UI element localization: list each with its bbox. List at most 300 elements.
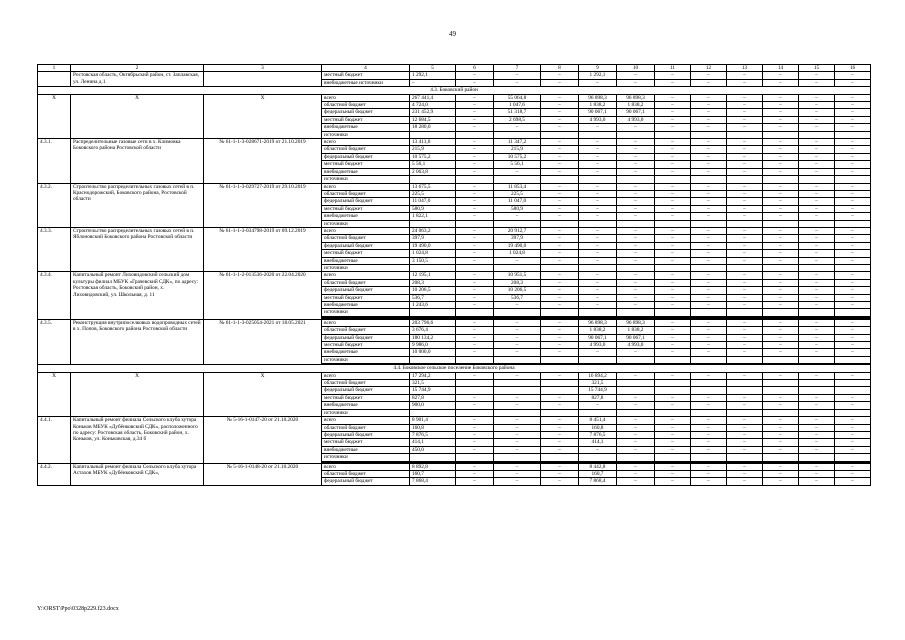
amount-cell <box>727 454 763 461</box>
section-row <box>38 365 871 372</box>
amount-cell: – <box>541 213 579 220</box>
amount-cell: – <box>763 424 799 431</box>
budget-table <box>37 64 871 486</box>
column-number: 16 <box>835 65 871 72</box>
row-number: 4.3.2. <box>38 183 71 227</box>
amount-cell: 414,1 <box>579 439 617 446</box>
amount-cell: – <box>835 417 871 424</box>
amount-cell: – <box>799 72 835 79</box>
amount-cell <box>579 264 617 271</box>
amount-cell: – <box>835 190 871 197</box>
amount-cell: – <box>763 446 799 453</box>
amount-cell: 96 898,3 <box>579 94 617 101</box>
amount-cell: – <box>727 72 763 79</box>
amount-cell: – <box>541 183 579 190</box>
amount-cell: – <box>456 250 494 257</box>
amount-cell: – <box>691 402 727 409</box>
amount-cell: – <box>691 470 727 477</box>
amount-cell: – <box>494 470 541 477</box>
amount-cell: 10 951,5 <box>494 272 541 279</box>
amount-cell: – <box>541 470 579 477</box>
amount-cell: – <box>727 235 763 242</box>
amount-cell: – <box>541 161 579 168</box>
amount-cell: 7 868,4 <box>579 478 617 485</box>
funding-source: федеральный бюджет <box>322 387 410 394</box>
amount-cell <box>494 380 541 387</box>
amount-cell: – <box>456 124 494 131</box>
amount-cell: – <box>617 302 655 309</box>
amount-cell <box>727 309 763 316</box>
amount-cell: – <box>579 124 617 131</box>
amount-cell: – <box>799 116 835 123</box>
amount-cell: – <box>494 446 541 453</box>
amount-cell: – <box>727 139 763 146</box>
section-title: 4.3. Боковский район <box>38 87 871 94</box>
amount-cell: – <box>727 402 763 409</box>
funding-source: местный бюджет <box>322 205 410 212</box>
amount-cell <box>835 131 871 138</box>
amount-cell: 9 986,0 <box>410 342 456 349</box>
object-name: Х <box>71 372 204 416</box>
amount-cell <box>835 380 871 387</box>
amount-cell <box>799 454 835 461</box>
amount-cell: – <box>835 431 871 438</box>
amount-cell: – <box>727 272 763 279</box>
table-row <box>38 463 871 470</box>
amount-cell <box>456 309 494 316</box>
amount-cell: – <box>799 109 835 116</box>
amount-cell <box>494 454 541 461</box>
amount-cell: – <box>835 242 871 249</box>
amount-cell: 536,7 <box>410 294 456 301</box>
amount-cell: 4 724,0 <box>410 102 456 109</box>
amount-cell: 1 292,1 <box>579 72 617 79</box>
amount-cell: – <box>541 272 579 279</box>
amount-cell: – <box>835 116 871 123</box>
column-number: 14 <box>763 65 799 72</box>
amount-cell: – <box>655 72 691 79</box>
amount-cell: – <box>655 279 691 286</box>
amount-cell: – <box>655 139 691 146</box>
table-row <box>38 372 871 379</box>
column-number: 15 <box>799 65 835 72</box>
amount-cell: – <box>835 463 871 470</box>
amount-cell: – <box>835 72 871 79</box>
amount-cell: – <box>456 183 494 190</box>
registration-number: № 61-1-1-3-028671-2019 от 21.10.2019 <box>204 139 322 183</box>
amount-cell <box>763 220 799 227</box>
amount-cell: – <box>835 394 871 401</box>
amount-cell: 3 676,4 <box>410 327 456 334</box>
funding-source: областной бюджет <box>322 470 410 477</box>
amount-cell: – <box>799 272 835 279</box>
amount-cell: – <box>579 190 617 197</box>
amount-cell: – <box>727 183 763 190</box>
amount-cell <box>456 454 494 461</box>
amount-cell <box>579 309 617 316</box>
funding-source: внебюджетные <box>322 124 410 131</box>
amount-cell: – <box>541 319 579 326</box>
funding-source: всего <box>322 139 410 146</box>
amount-cell: 4 993,0 <box>617 342 655 349</box>
amount-cell: – <box>691 146 727 153</box>
amount-cell: 90 067,1 <box>617 334 655 341</box>
amount-cell <box>494 131 541 138</box>
amount-cell: – <box>456 470 494 477</box>
amount-cell: – <box>579 242 617 249</box>
funding-source: областной бюджет <box>322 279 410 286</box>
amount-cell: – <box>456 168 494 175</box>
amount-cell <box>541 356 579 363</box>
amount-cell: 215,9 <box>410 146 456 153</box>
amount-cell: – <box>655 372 691 379</box>
amount-cell: 160,7 <box>579 470 617 477</box>
column-number: 2 <box>71 65 204 72</box>
amount-cell: 225,5 <box>410 190 456 197</box>
amount-cell: – <box>835 79 871 86</box>
funding-source: всего <box>322 183 410 190</box>
amount-cell: 96 898,3 <box>617 94 655 101</box>
amount-cell: – <box>456 327 494 334</box>
funding-source: местный бюджет <box>322 161 410 168</box>
amount-cell: – <box>691 227 727 234</box>
amount-cell: – <box>763 334 799 341</box>
amount-cell: – <box>799 349 835 356</box>
amount-cell: – <box>541 294 579 301</box>
funding-source: внебюджетные <box>322 168 410 175</box>
amount-cell: – <box>494 394 541 401</box>
amount-cell: – <box>655 334 691 341</box>
amount-cell: – <box>835 478 871 485</box>
amount-cell: – <box>799 190 835 197</box>
amount-cell: – <box>727 109 763 116</box>
amount-cell: – <box>799 227 835 234</box>
amount-cell <box>799 176 835 183</box>
amount-cell: – <box>835 227 871 234</box>
amount-cell: – <box>799 161 835 168</box>
amount-cell: – <box>763 94 799 101</box>
amount-cell: – <box>835 257 871 264</box>
object-name: Капитальный ремонт филиала Сельского клуба хутора Коньков МБУК «Дубёнковский СДК», расположенного по адресу: Ростовская область, Боковский район, х. Коньков, ул. Коньковская, д.34 б <box>71 417 204 463</box>
amount-cell <box>835 454 871 461</box>
amount-cell: – <box>691 109 727 116</box>
amount-cell: – <box>835 327 871 334</box>
column-number: 11 <box>655 65 691 72</box>
amount-cell <box>691 309 727 316</box>
amount-cell: 11 047,0 <box>410 198 456 205</box>
amount-cell: 12 195,1 <box>410 272 456 279</box>
amount-cell: – <box>541 190 579 197</box>
amount-cell: – <box>456 463 494 470</box>
amount-cell: 580,9 <box>494 205 541 212</box>
amount-cell: 15 744,9 <box>579 387 617 394</box>
funding-source: федеральный бюджет <box>322 109 410 116</box>
amount-cell: – <box>617 72 655 79</box>
funding-source: всего <box>322 463 410 470</box>
amount-cell <box>799 220 835 227</box>
amount-cell <box>763 309 799 316</box>
amount-cell <box>617 380 655 387</box>
amount-cell: – <box>494 257 541 264</box>
amount-cell: – <box>763 168 799 175</box>
amount-cell: 1 838,2 <box>579 327 617 334</box>
amount-cell: 2 063,8 <box>410 168 456 175</box>
amount-cell: – <box>655 198 691 205</box>
amount-cell: – <box>617 168 655 175</box>
amount-cell: – <box>456 213 494 220</box>
row-number: 4.3.4. <box>38 272 71 319</box>
amount-cell <box>655 264 691 271</box>
amount-cell: 51 318,7 <box>494 109 541 116</box>
amount-cell: – <box>763 161 799 168</box>
amount-cell: – <box>799 327 835 334</box>
amount-cell: – <box>456 235 494 242</box>
amount-cell: – <box>655 213 691 220</box>
amount-cell: 208,3 <box>410 279 456 286</box>
amount-cell: – <box>655 287 691 294</box>
amount-cell: – <box>541 250 579 257</box>
amount-cell: – <box>763 235 799 242</box>
amount-cell: – <box>541 235 579 242</box>
amount-cell <box>727 387 763 394</box>
amount-cell <box>541 409 579 416</box>
amount-cell <box>617 409 655 416</box>
amount-cell: 55 064,8 <box>494 94 541 101</box>
amount-cell <box>541 309 579 316</box>
amount-cell <box>494 356 541 363</box>
amount-cell: – <box>655 102 691 109</box>
amount-cell: – <box>799 205 835 212</box>
amount-cell: – <box>617 478 655 485</box>
amount-cell: – <box>541 116 579 123</box>
amount-cell: – <box>617 124 655 131</box>
amount-cell: – <box>541 279 579 286</box>
amount-cell: – <box>456 294 494 301</box>
amount-cell: 5 56,1 <box>494 161 541 168</box>
amount-cell <box>494 220 541 227</box>
amount-cell: – <box>835 302 871 309</box>
registration-number: № 5-16-1-0147-20 от 21.10.2020 <box>204 417 322 463</box>
amount-cell: – <box>727 349 763 356</box>
amount-cell: – <box>456 198 494 205</box>
amount-cell <box>617 454 655 461</box>
amount-cell: – <box>617 79 655 86</box>
amount-cell <box>617 131 655 138</box>
amount-cell: – <box>494 349 541 356</box>
amount-cell: – <box>691 302 727 309</box>
amount-cell: – <box>617 190 655 197</box>
amount-cell: – <box>655 319 691 326</box>
amount-cell: – <box>456 139 494 146</box>
amount-cell: 90 067,1 <box>579 334 617 341</box>
amount-cell: – <box>541 327 579 334</box>
amount-cell: 1 024,8 <box>494 250 541 257</box>
amount-cell: – <box>456 109 494 116</box>
amount-cell <box>410 356 456 363</box>
amount-cell: – <box>763 302 799 309</box>
amount-cell: – <box>579 205 617 212</box>
amount-cell: – <box>799 139 835 146</box>
amount-cell <box>410 309 456 316</box>
amount-cell: – <box>655 302 691 309</box>
amount-cell: – <box>691 431 727 438</box>
amount-cell: 414,1 <box>410 439 456 446</box>
funding-source: федеральный бюджет <box>322 431 410 438</box>
amount-cell: – <box>763 102 799 109</box>
amount-cell: – <box>691 161 727 168</box>
amount-cell <box>655 380 691 387</box>
amount-cell: – <box>835 294 871 301</box>
amount-cell: – <box>456 402 494 409</box>
amount-cell: – <box>617 250 655 257</box>
amount-cell: – <box>727 168 763 175</box>
funding-source: всего <box>322 319 410 326</box>
funding-source: внебюджетные <box>322 257 410 264</box>
amount-cell: – <box>617 227 655 234</box>
amount-cell: – <box>541 242 579 249</box>
amount-cell: 1 838,2 <box>617 327 655 334</box>
amount-cell: – <box>691 79 727 86</box>
funding-source: источники <box>322 220 410 227</box>
amount-cell: 1 047,6 <box>494 102 541 109</box>
amount-cell: – <box>655 153 691 160</box>
amount-cell: – <box>835 183 871 190</box>
amount-cell: – <box>655 342 691 349</box>
amount-cell: 225,5 <box>494 190 541 197</box>
object-name: Ростовская область, Октябрьский район, ст. Заплавская, ул. Ленина д.1 <box>71 72 204 87</box>
row-number: 4.3.1. <box>38 139 71 183</box>
row-number: 4.4.1. <box>38 417 71 463</box>
amount-cell: – <box>691 394 727 401</box>
amount-cell <box>456 387 494 394</box>
amount-cell: – <box>835 124 871 131</box>
amount-cell: – <box>763 124 799 131</box>
amount-cell: – <box>617 279 655 286</box>
amount-cell: – <box>456 279 494 286</box>
amount-cell: – <box>727 153 763 160</box>
amount-cell: – <box>727 205 763 212</box>
amount-cell: – <box>494 79 541 86</box>
table-row <box>38 139 871 146</box>
amount-cell <box>456 356 494 363</box>
amount-cell: – <box>835 250 871 257</box>
amount-cell: – <box>456 153 494 160</box>
amount-cell: – <box>691 168 727 175</box>
amount-cell: – <box>579 227 617 234</box>
amount-cell: – <box>691 124 727 131</box>
funding-source: всего <box>322 94 410 101</box>
amount-cell: – <box>655 190 691 197</box>
amount-cell: 160,8 <box>410 424 456 431</box>
amount-cell: – <box>541 439 579 446</box>
table-row <box>38 272 871 279</box>
amount-cell <box>456 131 494 138</box>
object-name: Распределительные газовые сети в х. Климовка Боковского района Ростовской области <box>71 139 204 183</box>
object-name: Х <box>71 94 204 138</box>
amount-cell: – <box>727 250 763 257</box>
amount-cell: – <box>727 372 763 379</box>
amount-cell: – <box>456 349 494 356</box>
amount-cell: – <box>494 463 541 470</box>
amount-cell: – <box>727 242 763 249</box>
amount-cell: – <box>763 439 799 446</box>
amount-cell: – <box>655 242 691 249</box>
funding-source: источники <box>322 264 410 271</box>
amount-cell <box>655 220 691 227</box>
amount-cell <box>691 220 727 227</box>
amount-cell: – <box>456 94 494 101</box>
funding-source: всего <box>322 372 410 379</box>
amount-cell: – <box>727 342 763 349</box>
amount-cell <box>410 131 456 138</box>
table-row <box>38 94 871 101</box>
amount-cell: 7 876,5 <box>410 431 456 438</box>
amount-cell: 1 292,1 <box>410 72 456 79</box>
amount-cell: – <box>799 431 835 438</box>
amount-cell <box>541 220 579 227</box>
amount-cell: – <box>617 257 655 264</box>
amount-cell: – <box>541 302 579 309</box>
amount-cell: – <box>727 334 763 341</box>
amount-cell <box>763 356 799 363</box>
row-number: Х <box>38 94 71 138</box>
amount-cell: 11 047,0 <box>494 198 541 205</box>
amount-cell: – <box>617 272 655 279</box>
amount-cell <box>410 409 456 416</box>
amount-cell <box>410 176 456 183</box>
amount-cell: – <box>655 446 691 453</box>
amount-cell: 827,8 <box>579 394 617 401</box>
funding-source: федеральный бюджет <box>322 198 410 205</box>
amount-cell: – <box>835 161 871 168</box>
amount-cell: – <box>410 79 456 86</box>
funding-source: местный бюджет <box>322 439 410 446</box>
amount-cell <box>727 409 763 416</box>
amount-cell: – <box>835 287 871 294</box>
funding-source: источники <box>322 356 410 363</box>
amount-cell: – <box>655 349 691 356</box>
amount-cell: – <box>456 161 494 168</box>
registration-number: № 61-1-1-2-013536-2020 от 22.04.2020 <box>204 272 322 319</box>
amount-cell: – <box>799 424 835 431</box>
funding-source: областной бюджет <box>322 235 410 242</box>
amount-cell <box>655 309 691 316</box>
amount-cell: – <box>494 327 541 334</box>
amount-cell <box>579 220 617 227</box>
amount-cell: – <box>835 279 871 286</box>
amount-cell: – <box>541 431 579 438</box>
amount-cell: 7 868,4 <box>410 478 456 485</box>
amount-cell: – <box>763 190 799 197</box>
amount-cell: – <box>579 213 617 220</box>
amount-cell: – <box>763 250 799 257</box>
amount-cell <box>763 409 799 416</box>
amount-cell: – <box>655 402 691 409</box>
amount-cell <box>617 220 655 227</box>
amount-cell: 16 894,2 <box>579 372 617 379</box>
amount-cell: 580,9 <box>410 205 456 212</box>
funding-source: источники <box>322 309 410 316</box>
amount-cell <box>835 387 871 394</box>
amount-cell: 8 442,8 <box>579 463 617 470</box>
amount-cell: – <box>835 439 871 446</box>
amount-cell: – <box>799 279 835 286</box>
funding-source: федеральный бюджет <box>322 287 410 294</box>
amount-cell: 3 150,5 <box>410 257 456 264</box>
amount-cell: – <box>691 334 727 341</box>
amount-cell: – <box>617 153 655 160</box>
amount-cell <box>763 131 799 138</box>
